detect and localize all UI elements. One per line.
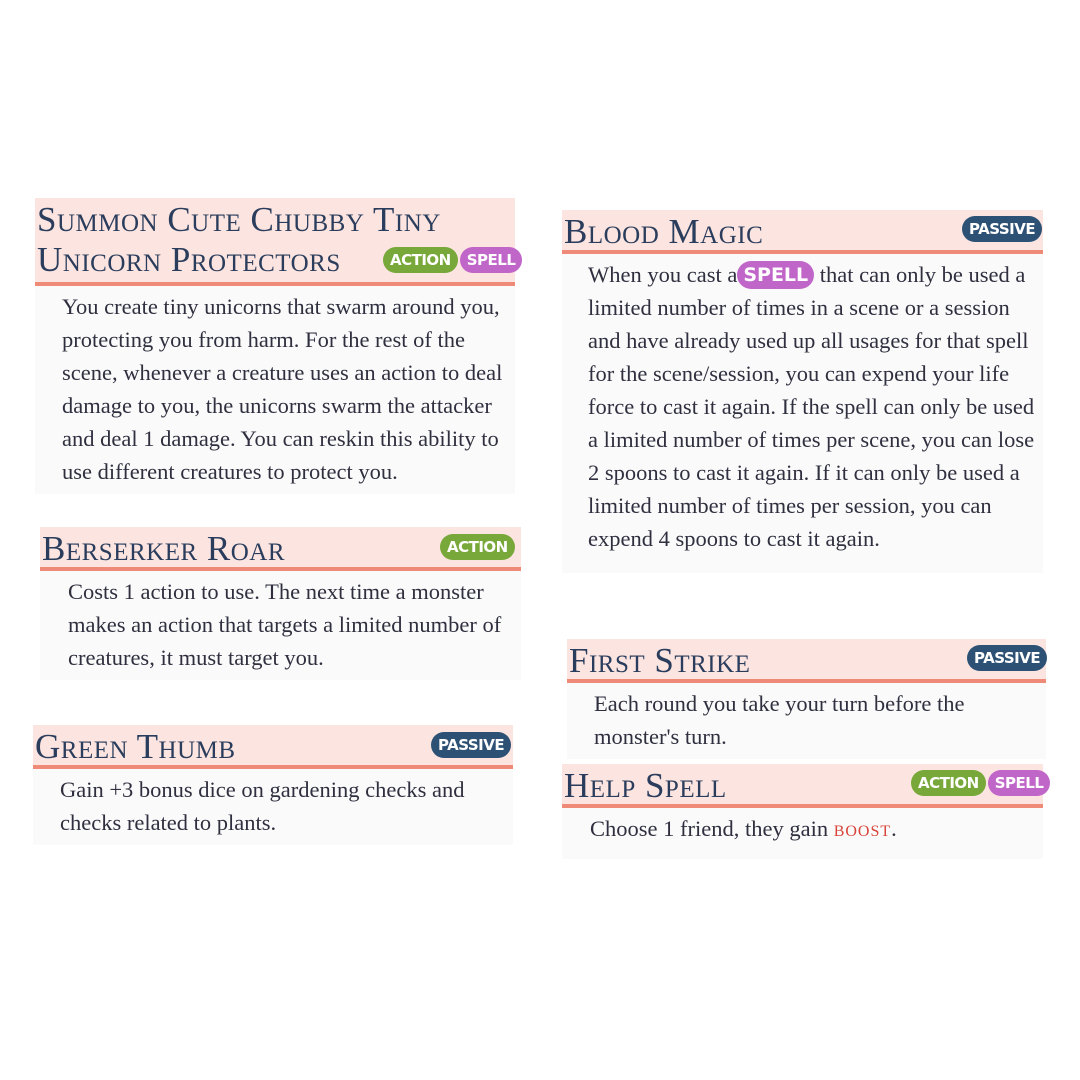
- ability-title: First Strike: [569, 641, 751, 680]
- ability-tags: [383, 247, 522, 273]
- ability-tags: [962, 216, 1042, 242]
- ability-card-first-strike: [567, 639, 1046, 759]
- ability-description: Gain +3 bonus dice on gardening checks and checks related to plants.: [33, 769, 513, 845]
- description-text-start: Choose 1 friend, they gain: [590, 816, 834, 841]
- ability-header: [35, 198, 515, 286]
- spell-tag: SPELL: [988, 770, 1051, 796]
- ability-description: You create tiny unicorns that swarm around you, protecting you from harm. For the rest of the scene, whenever a creature uses an action to deal damage to you, the unicorns swarm the attacker and deal 1 damage. You can reskin this ability to use different creatures to protect you.: [35, 286, 515, 494]
- spell-tag: SPELL: [460, 247, 523, 273]
- inline-spell-tag: SPELL: [737, 261, 814, 289]
- description-text-start: When you cast a: [588, 262, 738, 287]
- action-tag: ACTION: [440, 534, 515, 560]
- action-tag: ACTION: [911, 770, 986, 796]
- boost-keyword: boost: [833, 816, 892, 841]
- ability-tags: [431, 732, 511, 758]
- ability-header: [567, 639, 1046, 683]
- ability-card-green-thumb: [33, 725, 513, 845]
- ability-header: [562, 764, 1043, 808]
- ability-tags: [967, 645, 1047, 671]
- ability-tags: [911, 770, 1050, 796]
- ability-description: Costs 1 action to use. The next time a monster makes an action that targets a limited number of creatures, it must target you.: [40, 571, 521, 680]
- ability-title-line2: Unicorn Protectors: [37, 240, 341, 279]
- ability-header: [33, 725, 513, 769]
- ability-description: Each round you take your turn before the monster's turn.: [567, 683, 1046, 759]
- ability-card-summon-unicorns: [35, 198, 515, 494]
- ability-tags: [440, 534, 515, 560]
- ability-card-blood-magic: [562, 210, 1043, 573]
- ability-header: [40, 527, 521, 571]
- passive-tag: PASSIVE: [967, 645, 1047, 671]
- action-tag: ACTION: [383, 247, 458, 273]
- ability-title: Berserker Roar: [42, 529, 286, 568]
- ability-card-help-spell: [562, 764, 1043, 859]
- ability-description: [562, 808, 1043, 859]
- passive-tag: PASSIVE: [962, 216, 1042, 242]
- ability-header: [562, 210, 1043, 254]
- passive-tag: PASSIVE: [431, 732, 511, 758]
- ability-title: Green Thumb: [35, 727, 236, 766]
- ability-description: [562, 254, 1043, 573]
- ability-card-berserker-roar: [40, 527, 521, 680]
- ability-title: Help Spell: [564, 766, 727, 805]
- description-text-rest: that can only be used a limited number of times in a scene or a session and have already used up all usages for that spell for the scene/session, you can expend your life force to cast it again. If the spell can only be used a limited number of times per scene, you can lose 2 spoons to cast it again. If it can only be used a limited number of times per session, you can expend 4 spoons to cast it again.: [588, 262, 1035, 551]
- ability-title-line1: Summon Cute Chubby Tiny: [37, 200, 441, 239]
- description-text-end: .: [891, 816, 897, 841]
- ability-title: Blood Magic: [564, 212, 764, 251]
